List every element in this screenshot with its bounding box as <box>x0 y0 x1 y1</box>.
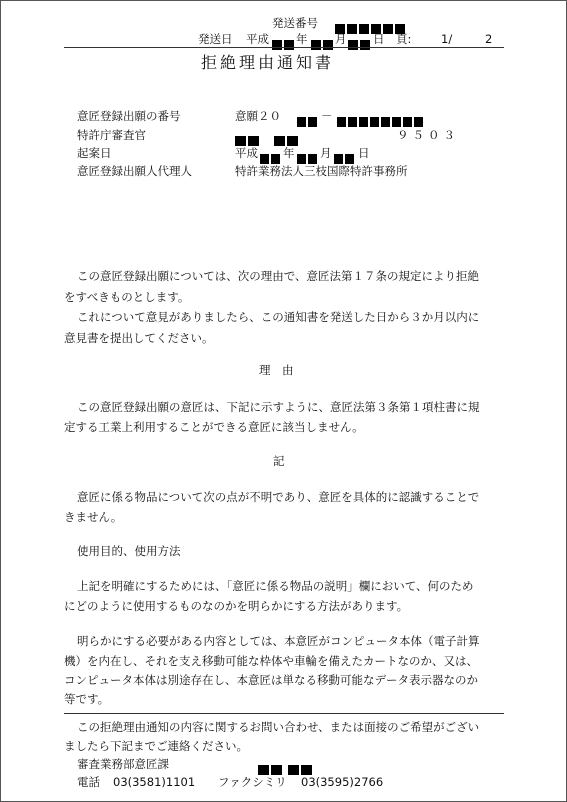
paragraph-6-line-1: 上記を明確にするためには、「意匠に係る物品の説明」欄において、何のため <box>77 579 474 593</box>
send-number-label: 発送番号 <box>272 16 318 30</box>
department-name: 審査業務部意匠課 <box>77 757 169 771</box>
draft-date-day-char: 日 <box>358 146 370 160</box>
send-date-year-char: 年 <box>296 32 308 46</box>
send-date-day-char: 日 <box>373 32 385 46</box>
redacted-app-year <box>297 111 317 130</box>
paragraph-1-line-1: この意匠登録出願については、次の理由で、意匠法第１７条の規定により拒絶 <box>77 269 480 283</box>
paragraph-7-line-2: 機）を内在し、それを支え移動可能な枠体や車輪を備えたカートなのか、又は、 <box>64 654 478 668</box>
redacted-send-day <box>348 34 370 53</box>
page-current: 1/ <box>441 32 453 46</box>
paragraph-2-line-2: 意見書を提出してください。 <box>64 331 214 345</box>
paragraph-4-line-1: 意匠に係る物品について次の点が不明であり、意匠を具体的に認識することで <box>77 490 480 504</box>
phone-number: 03(3581)1101 <box>113 775 196 789</box>
paragraph-7-line-3: コンピュータ本体は別途存在し、本意匠は単なる移動可能なデータ表示器なのか <box>64 673 478 687</box>
fax-number: 03(3595)2766 <box>301 775 384 789</box>
draft-date-era: 平成 <box>235 146 258 160</box>
agent-label: 意匠登録出願人代理人 <box>77 164 192 178</box>
redacted-send-month <box>311 34 333 53</box>
document-title: 拒絶理由通知書 <box>201 53 335 72</box>
app-number-label: 意匠登録出願の番号 <box>77 109 181 123</box>
paragraph-3-line-2: 定する工業上利用することができる意匠に該当しません。 <box>64 420 364 434</box>
paragraph-1-line-2: をすべきものとします。 <box>64 290 190 304</box>
page-total: 2 <box>485 32 493 46</box>
phone-label: 電話 <box>77 775 100 789</box>
paragraph-6-line-2: にどのように使用するものなのかを明らかにする方法があります。 <box>64 599 409 613</box>
agent-value: 特許業務法人三枝国際特許事務所 <box>235 164 408 178</box>
note-heading: 記 <box>273 454 285 468</box>
page-label: 頁: <box>396 32 412 46</box>
examiner-code: ９５０３ <box>397 128 459 142</box>
paragraph-4-line-2: きません。 <box>64 510 123 524</box>
app-number-dash: － <box>321 109 333 123</box>
reason-heading: 理 由 <box>259 363 294 377</box>
usage-heading: 使用目的、使用方法 <box>77 544 181 558</box>
redacted-send-year <box>272 34 294 53</box>
paragraph-7-line-4: 等です。 <box>64 692 110 706</box>
footer-line-2: ましたら下記までご連絡ください。 <box>64 739 248 753</box>
app-number-prefix: 意願２０ <box>235 109 281 123</box>
fax-label: ファクシミリ <box>218 775 287 789</box>
draft-date-month-char: 月 <box>320 146 332 160</box>
footer-line-1: この拒絶理由通知の内容に関するお問い合わせ、または面接のご希望がござい <box>77 720 480 734</box>
paragraph-2-line-1: これについて意見がありましたら、この通知書を発送した日から３か月以内に <box>77 310 480 324</box>
send-date-label: 発送日 <box>198 32 233 46</box>
send-date-month-char: 月 <box>335 32 347 46</box>
draft-date-label: 起案日 <box>77 146 112 160</box>
send-date-era: 平成 <box>246 32 269 46</box>
footer-rule <box>64 713 504 714</box>
header-rule <box>64 47 504 48</box>
examiner-label: 特許庁審査官 <box>77 128 146 142</box>
paragraph-3-line-1: この意匠登録出願の意匠は、下記に示すように、意匠法第３条第１項柱書に規 <box>77 400 480 414</box>
paragraph-7-line-1: 明らかにする必要がある内容としては、本意匠がコンピュータ本体（電子計算 <box>77 634 480 648</box>
draft-date-year-char: 年 <box>283 146 295 160</box>
